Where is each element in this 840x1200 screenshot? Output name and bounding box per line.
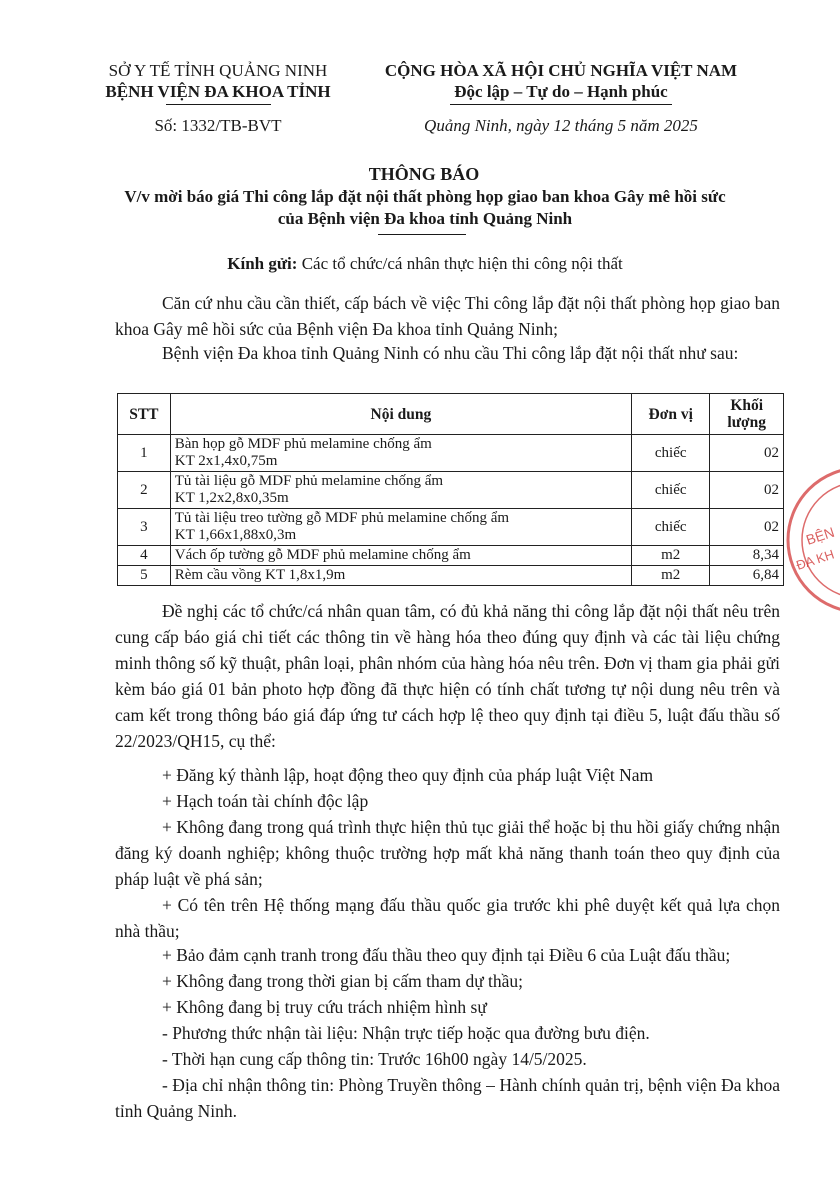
row-content-line1: Tủ tài liệu treo tường gỗ MDF phủ melamine chống ẩm bbox=[174, 510, 510, 526]
table-row bbox=[118, 566, 784, 586]
issuer-name: BỆNH VIỆN ĐA KHOA TỈNH bbox=[105, 82, 331, 101]
condition-item: + Không đang trong quá trình thực hiện thủ tục giải thể hoặc bị thu hồi giấy chứng nhận đăng ký doanh nghiệp; không thuộc trường hợp mất khả năng thanh toán theo quy định của pháp luật về phá sản; bbox=[115, 817, 780, 889]
items-table bbox=[117, 393, 784, 586]
condition-item: + Có tên trên Hệ thống mạng đấu thầu quốc gia trước khi phê duyệt kết quả lựa chọn nhà thầu; bbox=[115, 895, 780, 941]
row-content-line1: Tủ tài liệu gỗ MDF phủ melamine chống ẩm bbox=[174, 473, 444, 489]
condition-item: + Không đang bị truy cứu trách nhiệm hình sự bbox=[162, 997, 487, 1017]
row-stt: 4 bbox=[118, 546, 171, 566]
condition-item: + Bảo đảm cạnh tranh trong đấu thầu theo quy định tại Điều 6 của Luật đấu thầu; bbox=[162, 945, 731, 965]
condition-item: + Đăng ký thành lập, hoạt động theo quy định của pháp luật Việt Nam bbox=[162, 765, 654, 785]
document-title: THÔNG BÁO bbox=[368, 164, 480, 184]
header-quantity: Khối lượng bbox=[710, 394, 784, 435]
row-content-line1: Bàn họp gỗ MDF phủ melamine chống ẩm bbox=[174, 436, 432, 452]
red-seal-graphic bbox=[780, 455, 840, 625]
detail-item: - Phương thức nhận tài liệu: Nhận trực tiếp hoặc qua đường bưu điện. bbox=[162, 1023, 650, 1043]
row-stt: 2 bbox=[118, 472, 171, 509]
document-subject bbox=[100, 186, 750, 230]
red-seal-icon bbox=[780, 455, 840, 625]
recipient-line bbox=[100, 254, 750, 274]
recipient-text: Các tổ chức/cá nhân thực hiện thi công nội thất bbox=[301, 254, 623, 273]
row-unit: m2 bbox=[632, 546, 710, 566]
row-content-line2: KT 2x1,4x0,75m bbox=[174, 453, 278, 469]
issuer-block bbox=[92, 60, 344, 105]
detail-item: - Địa chỉ nhận thông tin: Phòng Truyền thông – Hành chính quản trị, bệnh viện Đa khoa tỉnh Quảng Ninh. bbox=[115, 1075, 780, 1121]
row-stt: 3 bbox=[118, 509, 171, 546]
motto-underline bbox=[450, 104, 672, 105]
row-quantity: 8,34 bbox=[710, 546, 784, 566]
header-unit: Đơn vị bbox=[632, 394, 710, 435]
issuer-parent: SỞ Y TẾ TỈNH QUẢNG NINH bbox=[108, 61, 328, 80]
row-unit: chiếc bbox=[632, 435, 710, 472]
svg-text:ĐA KH: ĐA KH bbox=[794, 546, 837, 573]
row-quantity: 6,84 bbox=[710, 566, 784, 586]
row-content-line2: KT 1,66x1,88x0,3m bbox=[174, 527, 297, 543]
document-number: Số: 1332/TB-BVT bbox=[154, 116, 282, 135]
recipient-label: Kính gửi: bbox=[227, 254, 298, 273]
country-name: CỘNG HÒA XÃ HỘI CHỦ NGHĨA VIỆT NAM bbox=[384, 61, 738, 80]
table-row bbox=[118, 435, 784, 472]
header-stt: STT bbox=[118, 394, 171, 435]
intro-paragraph-1: Căn cứ nhu cầu cần thiết, cấp bách về việc Thi công lắp đặt nội thất phòng họp giao ban khoa Gây mê hồi sức của Bệnh viện Đa khoa tỉnh Quảng Ninh; bbox=[115, 293, 780, 339]
row-unit: m2 bbox=[632, 566, 710, 586]
table-row bbox=[118, 509, 784, 546]
national-heading bbox=[356, 60, 766, 105]
table-header-row bbox=[118, 394, 784, 435]
row-unit: chiếc bbox=[632, 509, 710, 546]
place-date: Quảng Ninh, ngày 12 tháng 5 năm 2025 bbox=[424, 116, 698, 135]
condition-item: + Hạch toán tài chính độc lập bbox=[162, 791, 369, 811]
request-paragraph: Đề nghị các tổ chức/cá nhân quan tâm, có đủ khả năng thi công lắp đặt nội thất nêu trên cung cấp báo giá chi tiết các thông tin về hàng hóa theo đúng quy định và các tài liệu chứng minh thông số kỹ thuật, phân loại, phân nhóm của hàng hóa nêu trên. Đơn vị tham gia phải gửi kèm báo giá 01 bản photo hợp đồng đã thực hiện có tính chất tương tự nội dung nêu trên và cam kết trong thông báo giá đáp ứng tư cách hợp lệ theo quy định tại điều 5, luật đấu thầu số 22/2023/QH15, cụ thể: bbox=[115, 601, 780, 751]
row-content: Vách ốp tường gỗ MDF phủ melamine chống ẩm bbox=[170, 546, 631, 566]
row-quantity: 02 bbox=[710, 509, 784, 546]
subject-line-1: V/v mời báo giá Thi công lắp đặt nội thất phòng họp giao ban khoa Gây mê hồi sức bbox=[124, 187, 726, 206]
row-content bbox=[170, 509, 631, 546]
intro-paragraph-2: Bệnh viện Đa khoa tỉnh Quảng Ninh có nhu cầu Thi công lắp đặt nội thất như sau: bbox=[162, 343, 739, 363]
row-content-line2: KT 1,2x2,8x0,35m bbox=[174, 490, 289, 506]
issuer-underline bbox=[166, 104, 271, 105]
subject-line-2: của Bệnh viện Đa khoa tỉnh Quảng Ninh bbox=[277, 209, 573, 228]
table-row bbox=[118, 472, 784, 509]
detail-item: - Thời hạn cung cấp thông tin: Trước 16h00 ngày 14/5/2025. bbox=[162, 1049, 587, 1069]
header-content: Nội dung bbox=[170, 394, 631, 435]
table-row bbox=[118, 546, 784, 566]
row-quantity: 02 bbox=[710, 435, 784, 472]
row-quantity: 02 bbox=[710, 472, 784, 509]
row-unit: chiếc bbox=[632, 472, 710, 509]
row-stt: 1 bbox=[118, 435, 171, 472]
svg-text:BỆN: BỆN bbox=[803, 523, 837, 548]
row-content bbox=[170, 435, 631, 472]
condition-item: + Không đang trong thời gian bị cấm tham dự thầu; bbox=[162, 971, 524, 991]
row-stt: 5 bbox=[118, 566, 171, 586]
national-motto: Độc lập – Tự do – Hạnh phúc bbox=[454, 82, 668, 101]
subject-underline bbox=[378, 234, 466, 235]
row-content bbox=[170, 472, 631, 509]
row-content: Rèm cầu vồng KT 1,8x1,9m bbox=[170, 566, 631, 586]
